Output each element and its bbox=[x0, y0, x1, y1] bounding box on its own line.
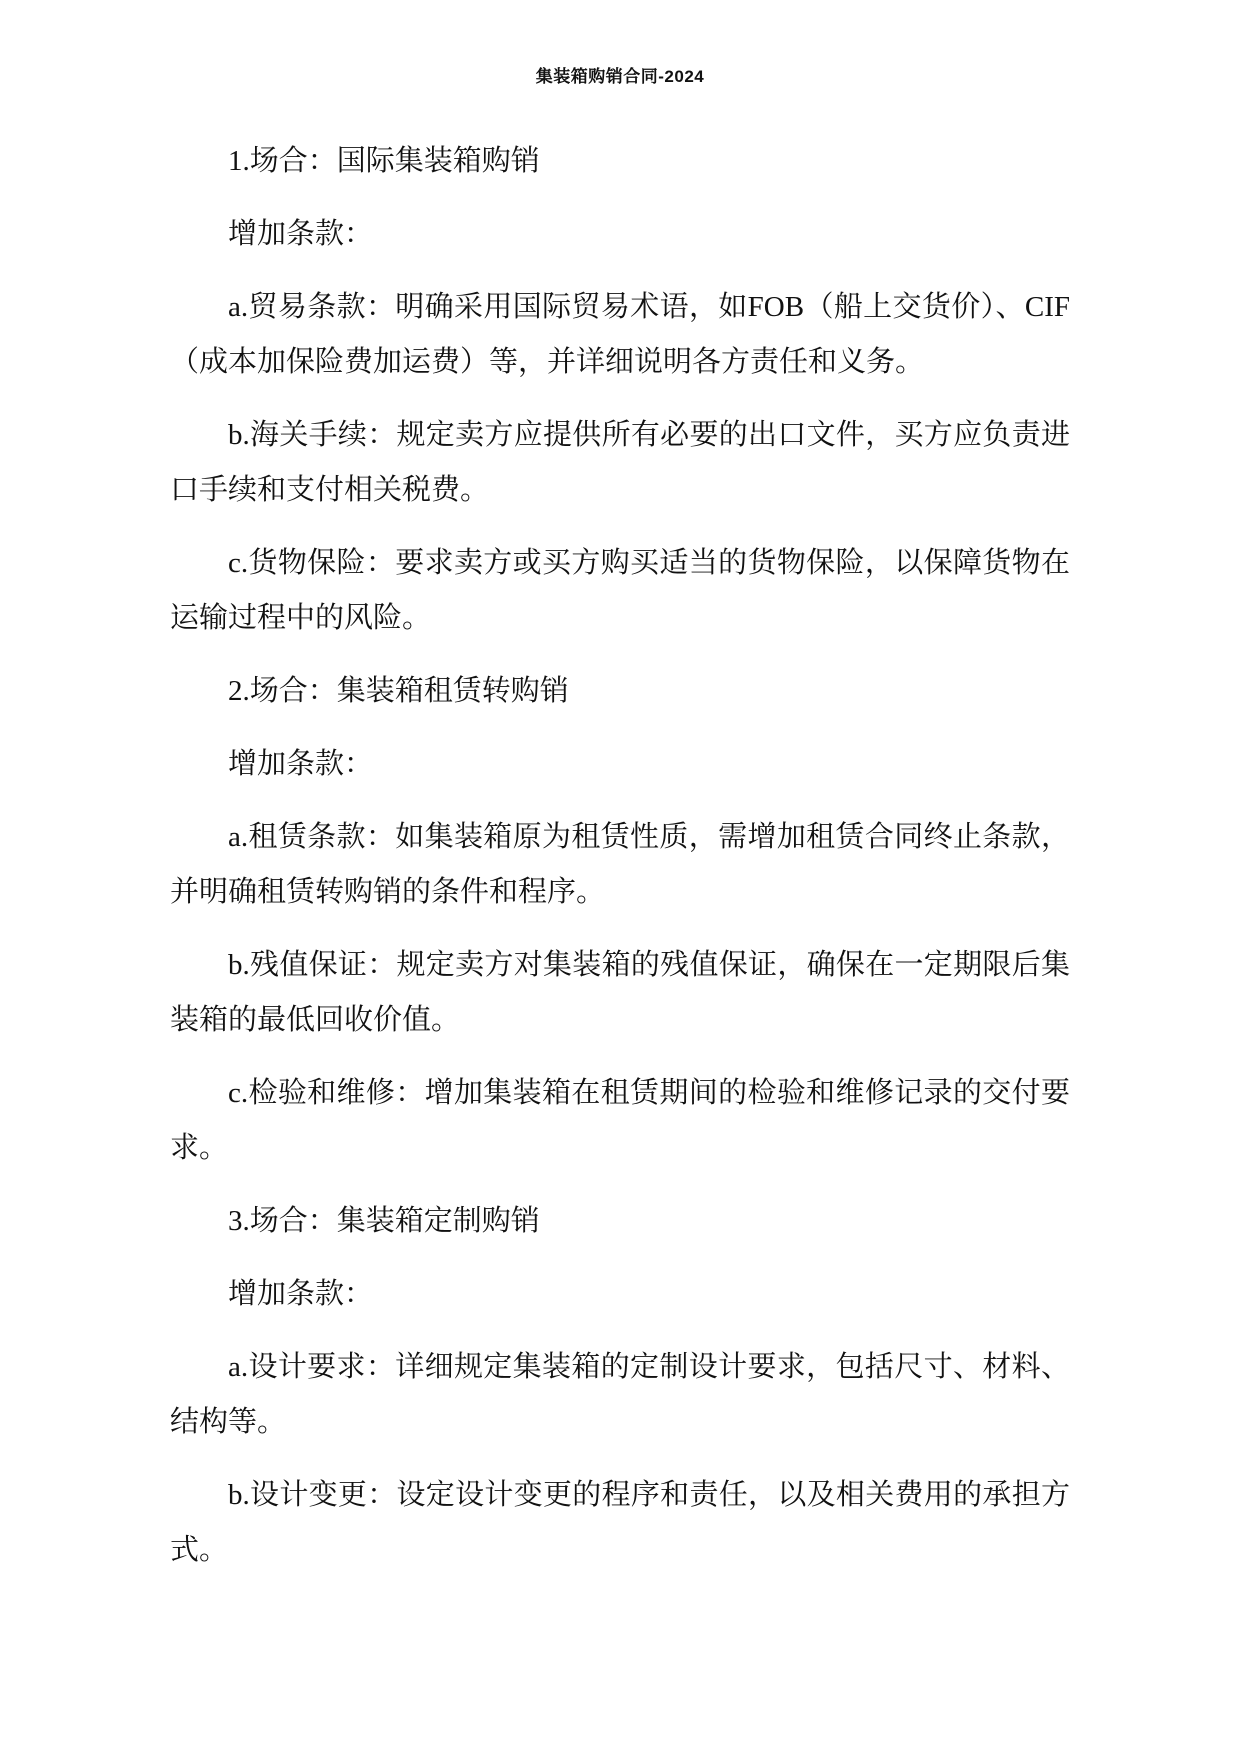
paragraph-design-change: b.设计变更：设定设计变更的程序和责任，以及相关费用的承担方式。 bbox=[170, 1479, 1070, 1566]
paragraph-residual-value: b.残值保证：规定卖方对集装箱的残值保证，确保在一定期限后集装箱的最低回收价值。 bbox=[170, 949, 1070, 1036]
paragraph-scenario-2: 2.场合：集装箱租赁转购销 bbox=[228, 675, 569, 707]
paragraph-customs: b.海关手续：规定卖方应提供所有必要的出口文件，买方应负责进口手续和支付相关税费。 bbox=[170, 419, 1070, 506]
paragraph-scenario-1: 1.场合：国际集装箱购销 bbox=[228, 145, 540, 177]
paragraph-scenario-3: 3.场合：集装箱定制购销 bbox=[228, 1205, 540, 1237]
paragraph-added-clauses-1: 增加条款： bbox=[228, 218, 374, 250]
paragraph-inspection-repair: c.检验和维修：增加集装箱在租赁期间的检验和维修记录的交付要求。 bbox=[170, 1077, 1070, 1164]
document-title: 集装箱购销合同-2024 bbox=[535, 67, 705, 86]
paragraph-design-require: a.设计要求：详细规定集装箱的定制设计要求，包括尺寸、材料、结构等。 bbox=[170, 1351, 1070, 1438]
paragraph-added-clauses-3: 增加条款： bbox=[228, 1278, 374, 1310]
paragraph-lease-terms: a.租赁条款：如集装箱原为租赁性质，需增加租赁合同终止条款，并明确租赁转购销的条件和程序。 bbox=[170, 821, 1070, 908]
paragraph-cargo-insurance: c.货物保险：要求卖方或买方购买适当的货物保险，以保障货物在运输过程中的风险。 bbox=[170, 547, 1070, 634]
paragraph-added-clauses-2: 增加条款： bbox=[228, 748, 374, 780]
paragraph-trade-terms: a.贸易条款：明确采用国际贸易术语，如FOB（船上交货价）、CIF（成本加保险费加运费）等，并详细说明各方责任和义务。 bbox=[170, 291, 1070, 378]
document-body bbox=[170, 134, 1070, 1578]
